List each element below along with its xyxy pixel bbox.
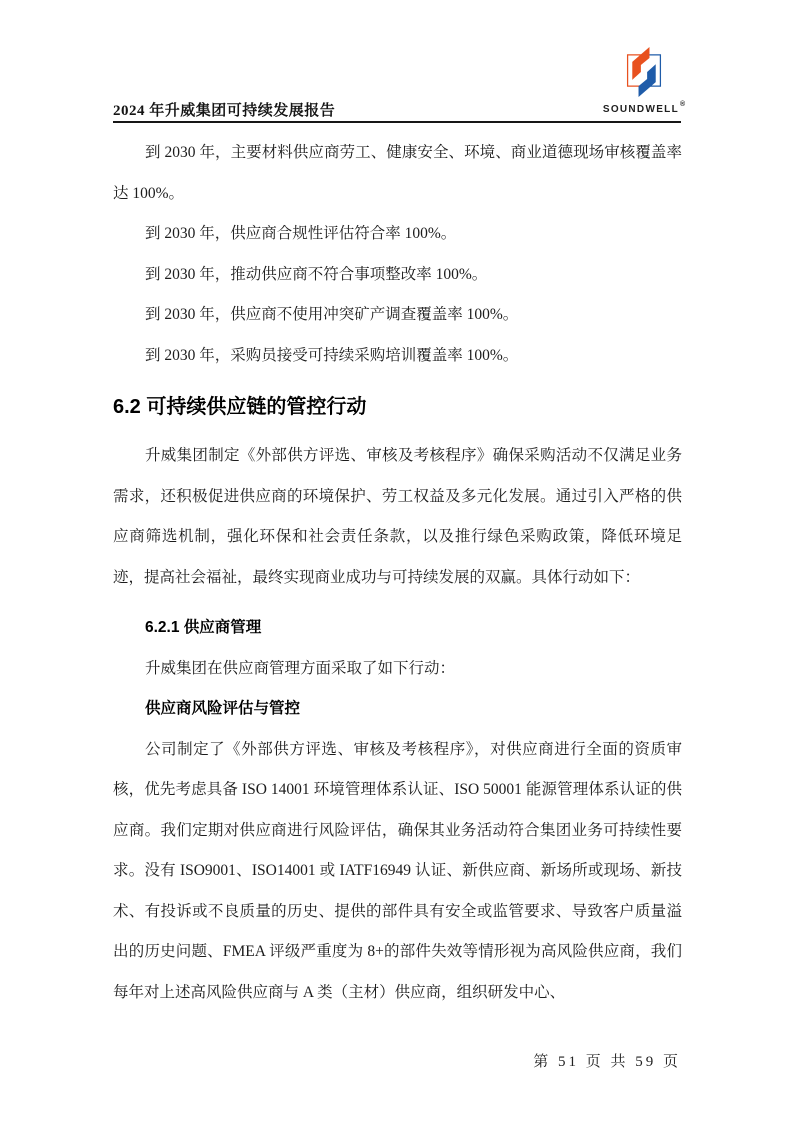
report-header-title: 2024 年升威集团可持续发展报告	[113, 103, 336, 119]
subsection-intro-paragraph: 升威集团在供应商管理方面采取了如下行动：	[145, 659, 456, 677]
section-intro-paragraph: 升威集团制定《外部供方评选、审核及考核程序》确保采购活动不仅满足业务需求，还积极促进供应商的环境保护、劳工权益及多元化发展。通过引入严格的供应商筛选机制，强化环保和社会责任条款，以及推行绿色采购政策，降低环境足迹，提高社会福祉，最终实现商业成功与可持续发展的双赢。具体行动如下：	[113, 447, 682, 586]
goal-paragraph: 到 2030 年，供应商合规性评估符合率 100%。	[145, 225, 457, 242]
risk-subheading: 供应商风险评估与管控	[145, 700, 301, 717]
soundwell-logo-icon	[619, 44, 669, 100]
soundwell-logo	[596, 44, 692, 115]
subsection-heading-6-2-1: 6.2.1 供应商管理	[145, 619, 262, 636]
goal-paragraph: 到 2030 年，供应商不使用冲突矿产调查覆盖率 100%。	[145, 306, 519, 323]
goal-paragraph: 到 2030 年，主要材料供应商劳工、健康安全、环境、商业道德现场审核覆盖率达 100%。	[113, 144, 682, 202]
risk-paragraph: 公司制定了《外部供方评选、审核及考核程序》，对供应商进行全面的资质审核，优先考虑具备 ISO 14001 环境管理体系认证、ISO 50001 能源管理体系认证的供应商。我们定期对供应商进行风险评估，确保其业务活动符合集团业务可持续性要求。没有 ISO9001、ISO14001 或 IATF16949 认证、新供应商、新场所或现场、新技术、有投诉或不良质量的历史、提供的部件具有安全或监管要求、导致客户质量溢出的历史问题、FMEA 评级严重度为 8+的部件失效等情形视为高风险供应商，我们每年对上述高风险供应商与 A 类（主材）供应商，组织研发中心、	[113, 740, 682, 1001]
registered-trademark-symbol: ®	[679, 101, 686, 108]
section-heading-6-2: 6.2 可持续供应链的管控行动	[113, 396, 367, 418]
soundwell-logo-text: SOUNDWELL	[602, 104, 679, 115]
page-number: 第 51 页 共 59 页	[533, 1054, 681, 1070]
header-divider	[113, 121, 681, 123]
document-body	[113, 128, 682, 1013]
goal-paragraph: 到 2030 年，采购员接受可持续采购培训覆盖率 100%。	[145, 346, 519, 364]
goal-paragraph: 到 2030 年，推动供应商不符合事项整改率 100%。	[145, 265, 488, 283]
